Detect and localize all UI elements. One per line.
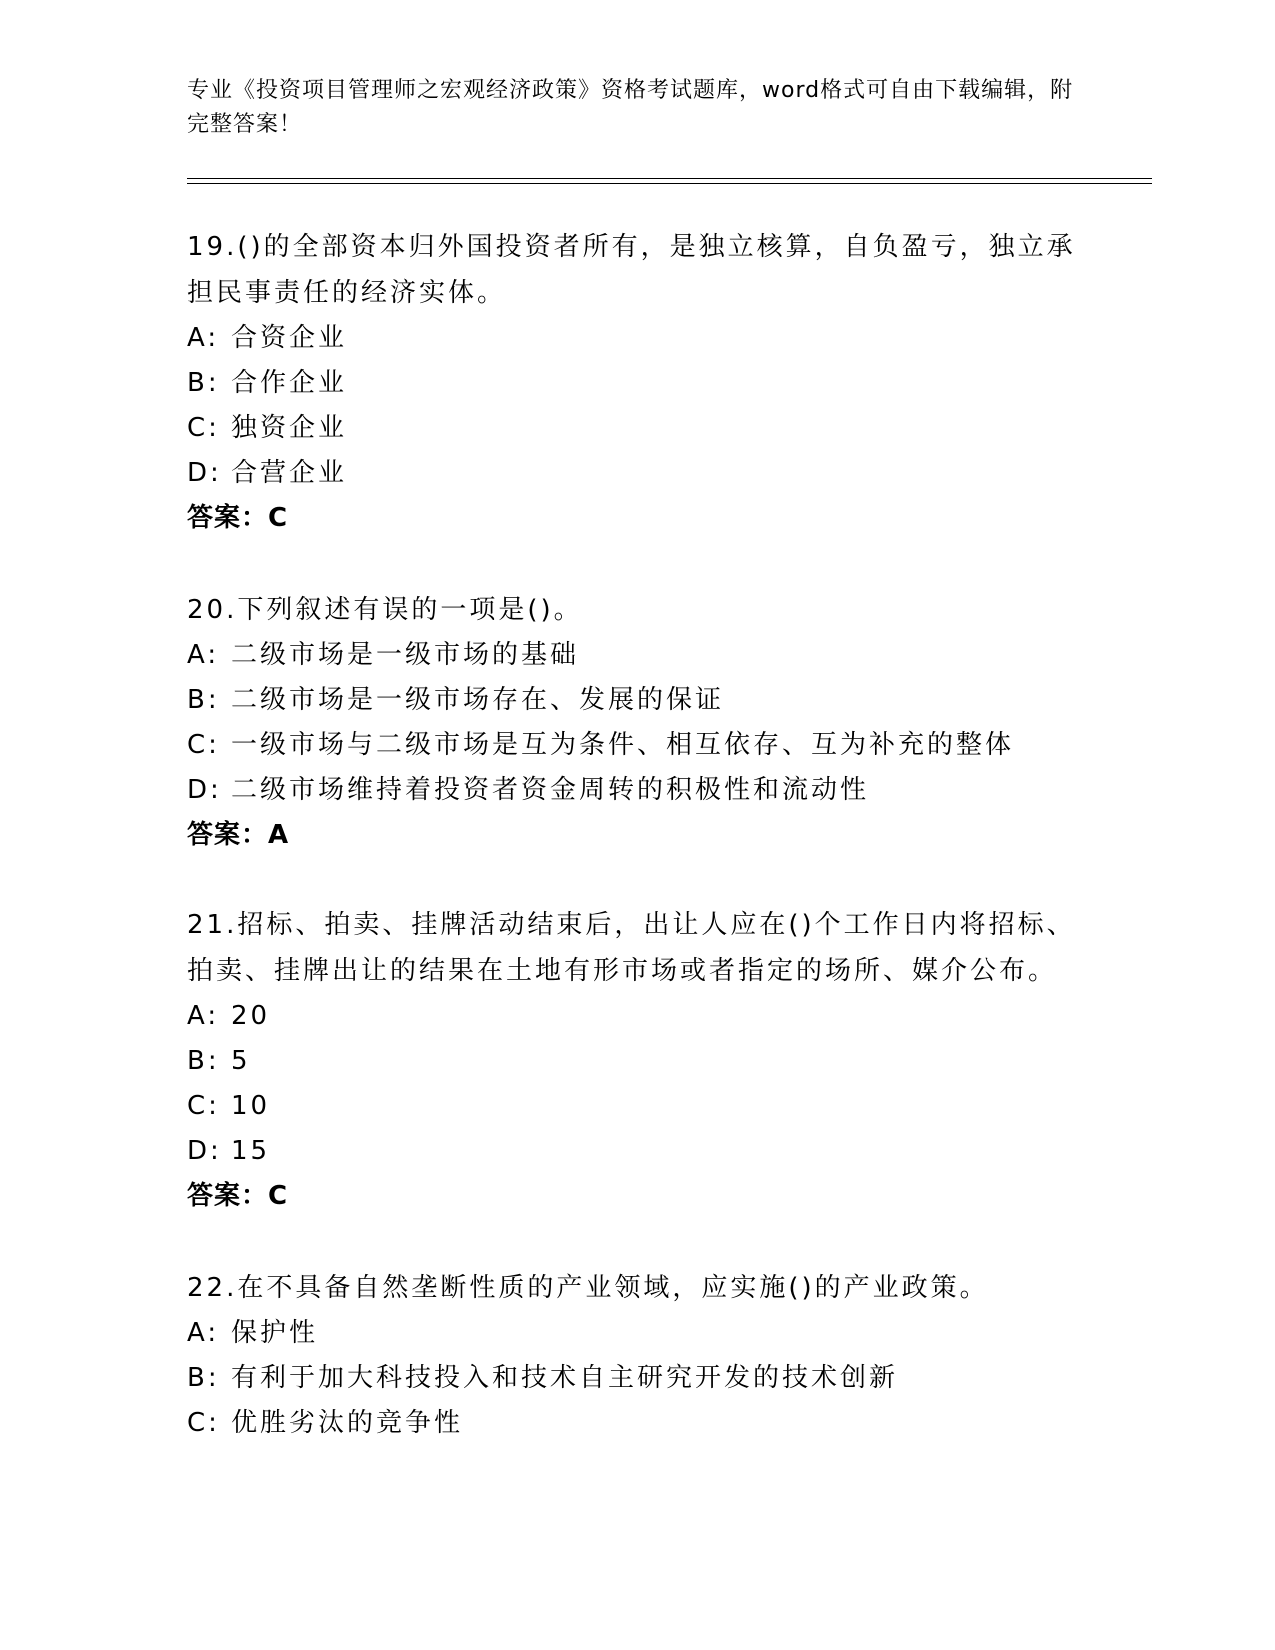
document-header: 专业《投资项目管理师之宏观经济政策》资格考试题库，word格式可自由下载编辑，附完整答案！ xyxy=(187,78,1074,137)
question-20 xyxy=(187,587,1087,858)
question-22 xyxy=(187,1265,1087,1446)
option-text: 合营企业 xyxy=(231,458,348,488)
option-key: D: xyxy=(187,775,222,805)
option-key: A: xyxy=(187,1318,220,1348)
option-text: 二级市场是一级市场存在、发展的保证 xyxy=(231,685,725,715)
option-a xyxy=(187,1311,1087,1356)
option-text: 20 xyxy=(231,1001,271,1031)
answer-label: 答案：A xyxy=(187,820,290,850)
option-key: A: xyxy=(187,323,220,353)
option-key: B: xyxy=(187,1363,220,1393)
option-text: 保护性 xyxy=(231,1318,319,1348)
option-text: 10 xyxy=(231,1091,271,1121)
question-19 xyxy=(187,224,1087,541)
option-key: D: xyxy=(187,458,222,488)
option-b xyxy=(187,1356,1087,1401)
option-b xyxy=(187,1039,1087,1084)
header-divider-bottom xyxy=(187,183,1152,184)
option-key: C: xyxy=(187,413,220,443)
option-text: 优胜劣汰的竞争性 xyxy=(231,1408,464,1438)
header-divider-top xyxy=(187,178,1152,179)
option-key: B: xyxy=(187,1046,220,1076)
option-text: 有利于加大科技投入和技术自主研究开发的技术创新 xyxy=(231,1363,899,1393)
option-key: C: xyxy=(187,730,220,760)
answer-label: 答案：C xyxy=(187,1181,289,1211)
option-c xyxy=(187,1401,1087,1446)
option-text: 一级市场与二级市场是互为条件、相互依存、互为补充的整体 xyxy=(231,730,1015,760)
option-b xyxy=(187,361,1087,406)
option-key: C: xyxy=(187,1408,220,1438)
option-d xyxy=(187,451,1087,496)
question-stem: 20.下列叙述有误的一项是()。 xyxy=(187,595,583,625)
option-text: 二级市场维持着投资者资金周转的积极性和流动性 xyxy=(231,775,870,805)
option-key: B: xyxy=(187,685,220,715)
option-c xyxy=(187,723,1087,768)
option-text: 合资企业 xyxy=(231,323,348,353)
option-key: A: xyxy=(187,640,220,670)
option-text: 5 xyxy=(231,1046,251,1076)
option-key: C: xyxy=(187,1091,220,1121)
option-text: 二级市场是一级市场的基础 xyxy=(231,640,580,670)
option-a xyxy=(187,316,1087,361)
option-key: A: xyxy=(187,1001,220,1031)
question-stem: 21.招标、拍卖、挂牌活动结束后，出让人应在()个工作日内将招标、拍卖、挂牌出让的结果在土地有形市场或者指定的场所、媒介公布。 xyxy=(187,910,1076,986)
option-a xyxy=(187,994,1087,1039)
option-c xyxy=(187,1084,1087,1129)
option-b xyxy=(187,678,1087,723)
question-21 xyxy=(187,902,1087,1219)
option-text: 15 xyxy=(231,1136,271,1166)
answer-label: 答案：C xyxy=(187,503,289,533)
option-key: D: xyxy=(187,1136,222,1166)
option-d xyxy=(187,768,1087,813)
option-key: B: xyxy=(187,368,220,398)
option-c xyxy=(187,406,1087,451)
option-text: 独资企业 xyxy=(231,413,348,443)
option-text: 合作企业 xyxy=(231,368,348,398)
option-a xyxy=(187,633,1087,678)
question-stem: 22.在不具备自然垄断性质的产业领域，应实施()的产业政策。 xyxy=(187,1273,989,1303)
option-d xyxy=(187,1129,1087,1174)
question-stem: 19.()的全部资本归外国投资者所有，是独立核算，自负盈亏，独立承担民事责任的经济实体。 xyxy=(187,232,1076,308)
